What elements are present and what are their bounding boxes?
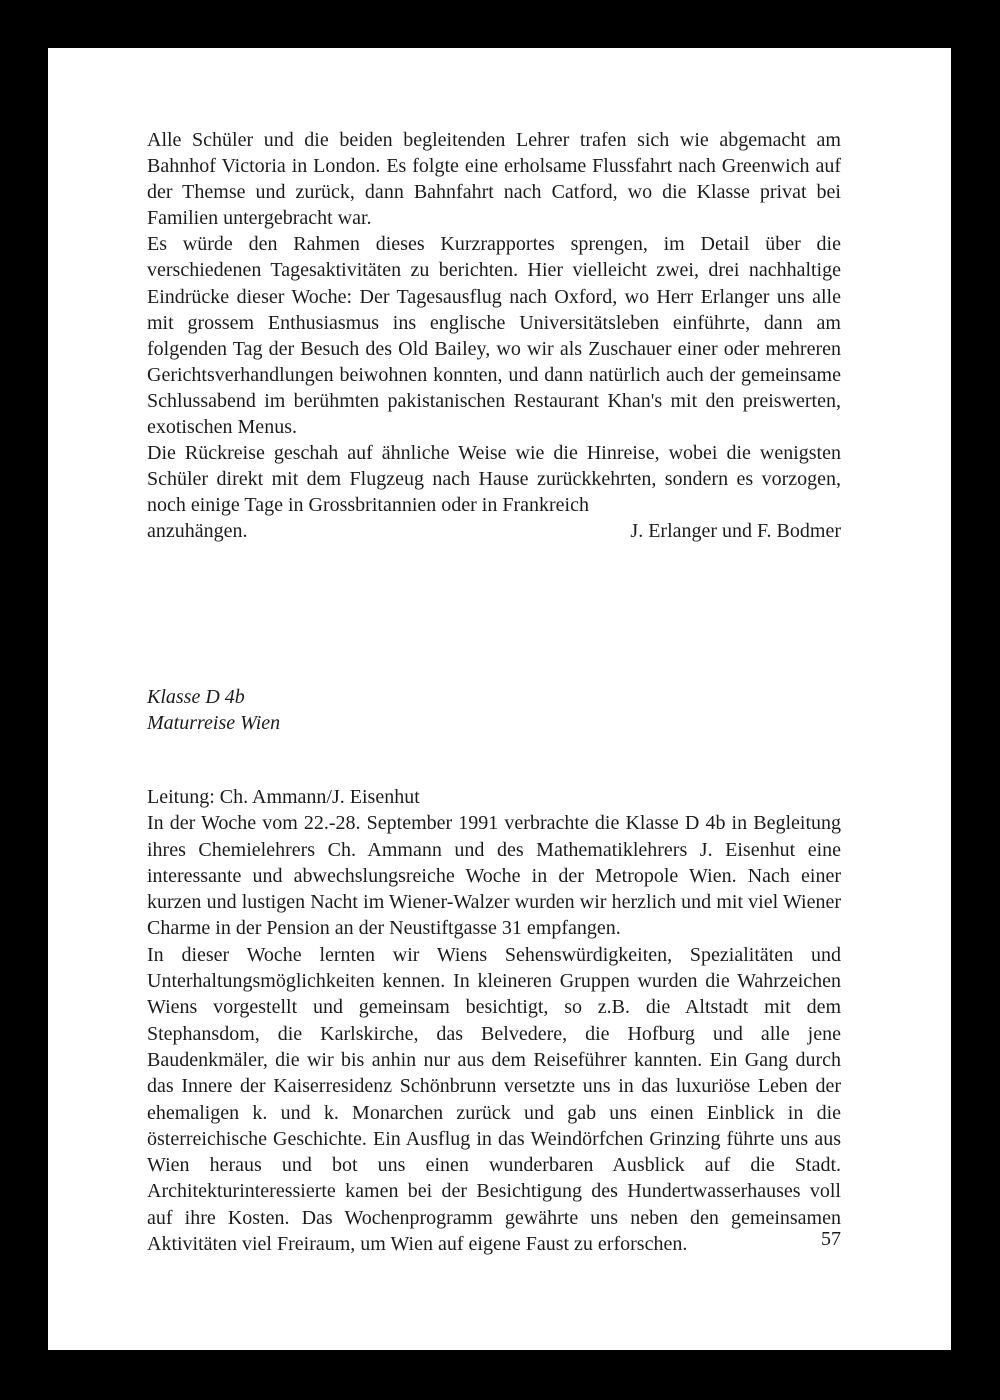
vienna-paragraph-intro: In der Woche vom 22.-28. September 1991 verbrachte die Klasse D 4b in Begleitung ihres Chemielehrers Ch. Ammann und des Mathematiklehrers J. Eisenhut eine interessante und abwechslungsreiche Woche in der Metropole Wien. Nach einer kurzen und lustigen Nacht im Wiener-Walzer wurden wir herzlich und mit viel Wiener Charme in der Pension an der Neustiftgasse 31 empfangen. [147,812,841,940]
london-report [147,127,841,545]
return-paragraph-last-line: anzuhängen. [147,520,248,543]
trip-title: Maturreise Wien [147,712,281,735]
london-paragraph-impressions: Es würde den Rahmen dieses Kurzrapportes sprengen, im Detail über die verschiedenen Tagesaktivitäten zu berichten. Hier vielleicht zwei, drei nachhaltige Eindrücke dieser Woche: Der Tagesausflug nach Oxford, wo Herr Erlanger uns alle mit grossem Enthusiasmus ins englische Universitätsleben einführte, dann am folgenden Tag der Besuch des Old Bailey, wo wir als Zuschauer einer oder mehreren Gerichtsverhandlungen beiwohnen konnten, und dann natürlich auch der gemeinsame Schlussabend im berühmten pakistanischen Restaurant Khan's mit den preiswerten, exotischen Menus. [147,233,841,439]
author-signature: J. Erlanger und F. Bodmer [630,520,841,543]
book-page [48,48,951,1350]
london-paragraph-return: Die Rückreise geschah auf ähnliche Weise wie die Hinreise, wobei die wenigsten Schüler direkt mit dem Flugzeug nach Hause zurückkehrten, sondern es vorzogen, noch einige Tage in Grossbritannien oder in Frankreich [147,442,841,517]
london-paragraph-arrival: Alle Schüler und die beiden begleitenden Lehrer trafen sich wie abgemacht am Bahnhof Victoria in London. Es folgte eine erholsame Flussfahrt nach Greenwich auf der Themse und zurück, dann Bahnfahrt nach Catford, wo die Klasse privat bei Familien untergebracht war. [147,129,841,230]
class-label: Klasse D 4b [147,686,245,708]
page-number: 57 [821,1228,841,1250]
leitung-line: Leitung: Ch. Ammann/J. Eisenhut [147,786,420,808]
signature-line [147,518,841,544]
vienna-report [147,784,841,1257]
vienna-heading [147,684,841,736]
vienna-paragraph-week: In dieser Woche lernten wir Wiens Sehenswürdigkeiten, Spezialitäten und Unterhaltungsmöglichkeiten kennen. In kleineren Gruppen wurden die Wahrzeichen Wiens vorgestellt und gemeinsam besichtigt, so z.B. die Altstadt mit dem Stephansdom, die Karlskirche, das Belvedere, die Hofburg und alle jene Baudenkmäler, die wir bis anhin nur aus dem Reiseführer kannten. Ein Gang durch das Innere der Kaiserresidenz Schönbrunn versetzte uns in das luxuriöse Leben der ehemaligen k. und k. Monarchen zurück und gab uns einen Einblick in die österreichische Geschichte. Ein Ausflug in das Weindörfchen Grinzing führte uns aus Wien heraus und bot uns einen wunderbaren Ausblick auf die Stadt. Architekturinteressierte kamen bei der Besichtigung des Hundertwasserhauses voll auf ihre Kosten. Das Wochenprogramm gewährte uns neben den gemeinsamen Aktivitäten viel Freiraum, um Wien auf eigene Faust zu erforschen. [147,943,841,1256]
